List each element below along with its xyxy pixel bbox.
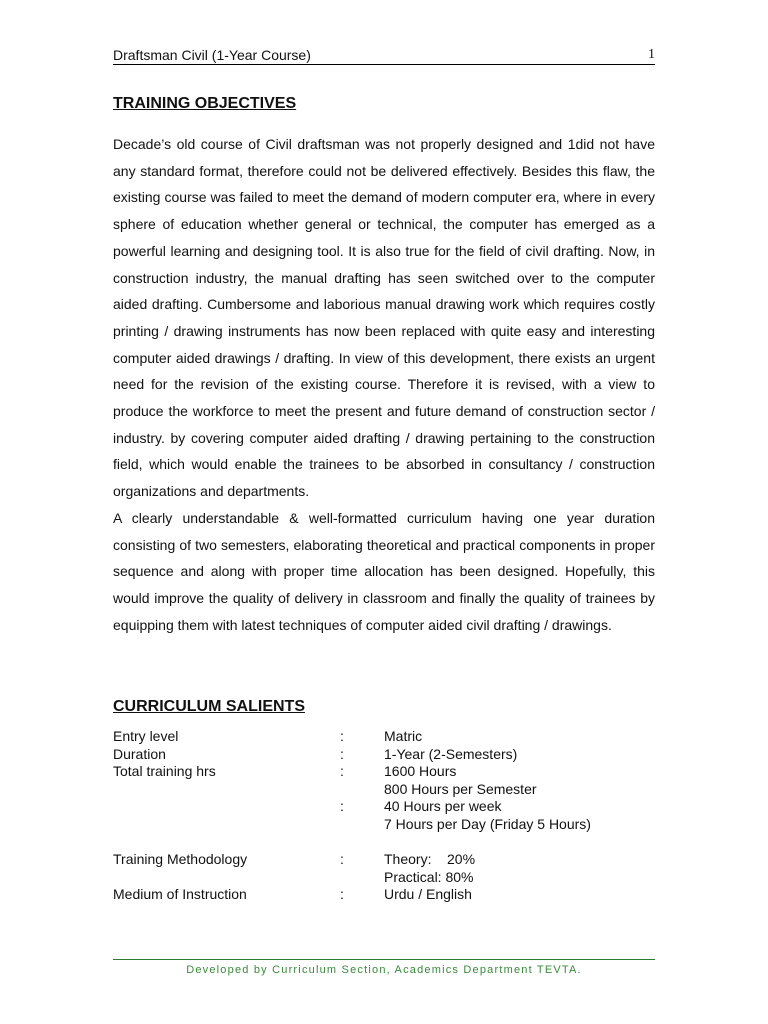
footer-divider xyxy=(113,959,655,960)
salient-label: Training Methodology xyxy=(113,851,248,868)
salient-colon: : xyxy=(340,763,344,780)
salient-colon: : xyxy=(340,728,344,744)
salient-label: Duration xyxy=(113,745,166,762)
salient-row xyxy=(113,746,655,764)
salient-colon: : xyxy=(340,798,344,815)
salient-row-spacer xyxy=(113,834,655,852)
footer-credit: Developed by Curriculum Section, Academics Department TEVTA. xyxy=(186,964,582,976)
training-objectives-heading: TRAINING OBJECTIVES xyxy=(113,95,297,112)
salient-value: Practical: 80% xyxy=(384,868,474,885)
salient-colon: : xyxy=(340,745,344,762)
curriculum-salients-table xyxy=(113,728,655,904)
salient-row xyxy=(113,728,655,746)
document-page xyxy=(113,0,655,1024)
salient-value: 1-Year (2-Semesters) xyxy=(384,745,518,762)
salient-row xyxy=(113,869,655,887)
salient-value: Matric xyxy=(384,728,423,744)
training-objectives-body xyxy=(113,131,655,638)
salient-row xyxy=(113,816,655,834)
page-header xyxy=(113,46,655,65)
salient-label: Total training hrs xyxy=(113,763,216,780)
salient-row xyxy=(113,798,655,816)
objectives-paragraph-1: Decade’s old course of Civil draftsman was not properly designed and 1did not have any standard format, therefore could not be delivered effectively. Besides this flaw, the existing course was failed to meet the demand of modern computer era, where in every sphere of education whether general or technical, the computer has emerged as a powerful learning and designing tool. It is also true for the field of civil drafting. Now, in construction industry, the manual drafting has seen switched over to the computer aided drafting. Cumbersome and laborious manual drawing work which requires costly printing / drawing instruments has now been replaced with quite easy and interesting computer aided drawings / drafting. In view of this development, there exists an urgent need for the revision of the existing course. Therefore it is revised, with a view to produce the workforce to meet the present and future demand of construction sector / industry. by covering computer aided drafting / drawing pertaining to the construction field, which would enable the trainees to be absorbed in consultancy / construction organizations and departments. xyxy=(113,136,655,500)
salient-row xyxy=(113,886,655,904)
salient-value: 7 Hours per Day (Friday 5 Hours) xyxy=(384,815,591,832)
curriculum-salients-heading: CURRICULUM SALIENTS xyxy=(113,698,305,715)
salient-colon: : xyxy=(340,886,344,903)
salient-row xyxy=(113,763,655,781)
salient-row xyxy=(113,781,655,799)
salient-label: Entry level xyxy=(113,728,179,744)
salient-label: Medium of Instruction xyxy=(113,886,247,903)
salient-value: Urdu / English xyxy=(384,886,472,903)
salient-row xyxy=(113,851,655,869)
page-number: 1 xyxy=(648,47,655,62)
salient-value: Theory: 20% xyxy=(384,851,476,868)
salient-colon: : xyxy=(340,851,344,868)
document-title: Draftsman Civil (1-Year Course) xyxy=(113,47,311,63)
salient-value: 40 Hours per week xyxy=(384,798,502,815)
salient-value: 800 Hours per Semester xyxy=(384,780,537,797)
objectives-paragraph-2: A clearly understandable & well-formatted curriculum having one year duration consisting of two semesters, elaborating theoretical and practical components in proper sequence and along with proper time allocation has been designed. Hopefully, this would improve the quality of delivery in classroom and finally the quality of trainees by equipping them with latest techniques of computer aided civil drafting / drawings. xyxy=(113,509,655,633)
salient-value: 1600 Hours xyxy=(384,763,457,780)
